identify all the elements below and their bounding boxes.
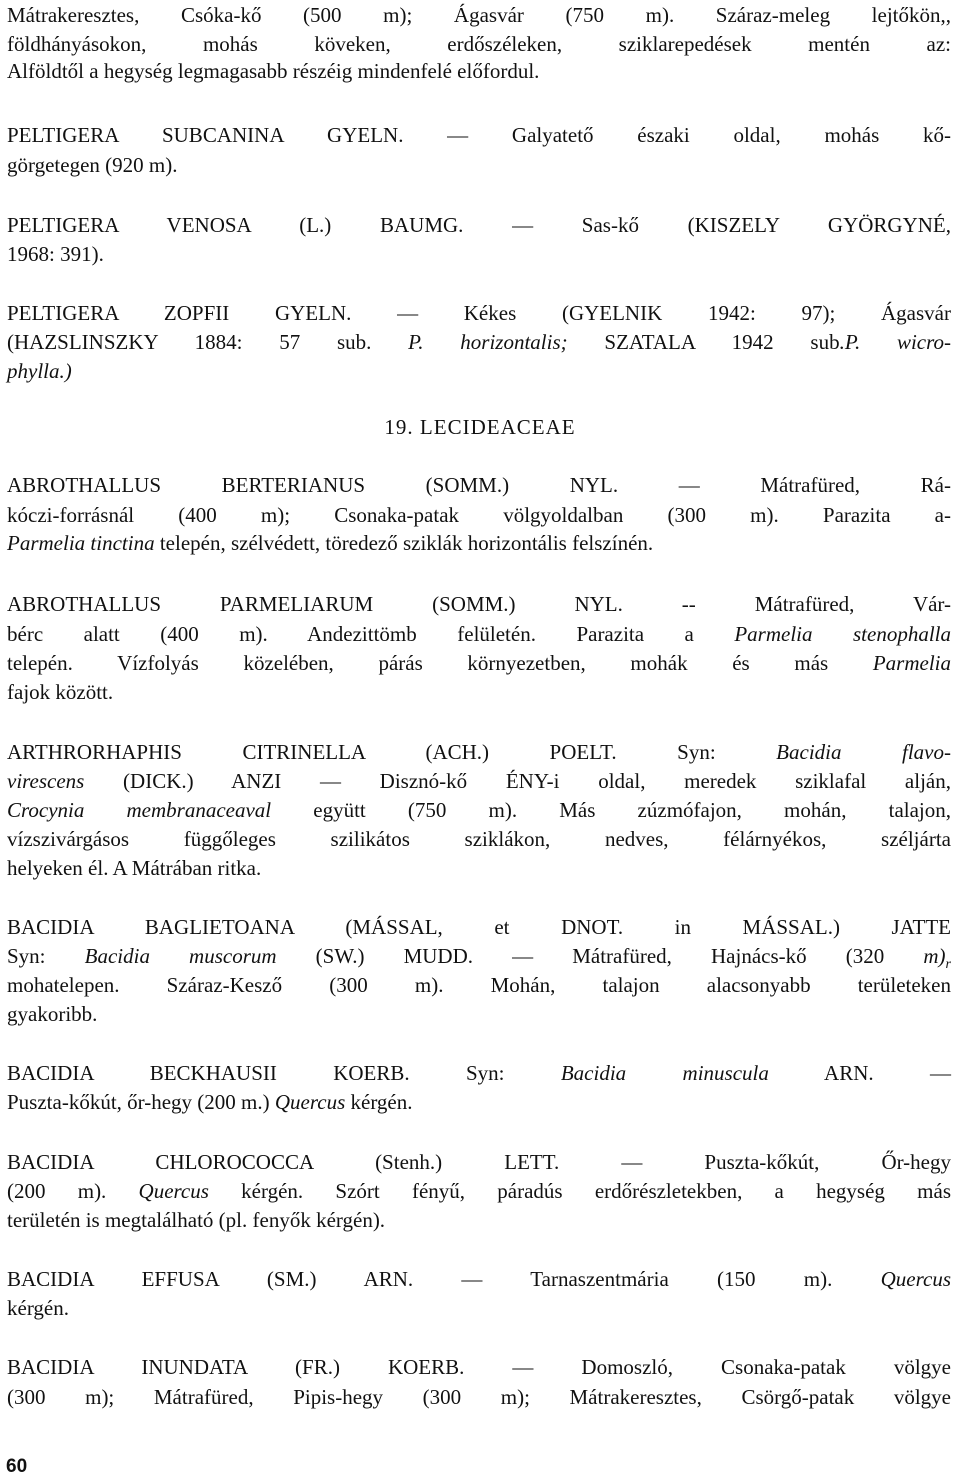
text-line [7, 298, 951, 328]
italic-text: Bacidia minuscula [560, 1061, 769, 1085]
text-segment: Syn: [7, 944, 85, 968]
text-segment: BACIDIA BECKHAUSII KOERB. Syn: [7, 1061, 561, 1085]
text-segment: SZATALA 1942 sub [567, 330, 840, 354]
text-line [7, 1176, 951, 1206]
italic-text: Parmelia tinctina [7, 531, 155, 555]
text-segment: BACIDIA CHLOROCOCCA (Stenh.) LETT. — Puszta-kőkút, Őr-hegy [7, 1150, 951, 1174]
italic-text: Parmelia stenophalla [734, 622, 951, 646]
text-segment: PELTIGERA SUBCANINA GYELN. — Galyatető északi oldal, mohás kő- [7, 123, 951, 147]
text-segment: gyakoribb. [7, 1002, 98, 1026]
text-segment: (300 m); Mátrafüred, Pipis-hegy (300 m); Mátrakeresztes, Csörgő-patak völgye [7, 1385, 951, 1409]
text-segment: kérgén. [7, 1296, 70, 1320]
text-line [7, 795, 951, 825]
text-line [7, 619, 951, 649]
text-line [7, 999, 951, 1029]
text-segment: (HAZSLINSZKY 1884: 57 sub. [7, 330, 409, 354]
text-segment: PELTIGERA ZOPFII GYELN. — Kékes (GYELNIK 1942: 97); Ágasvár [7, 301, 951, 325]
text-segment: fajok között. [7, 680, 114, 704]
italic-text: r [945, 957, 951, 973]
text-segment: BACIDIA BAGLIETOANA (MÁSSAL, et DNOT. in MÁSSAL.) JATTE [7, 915, 951, 939]
text-line [7, 1147, 951, 1177]
italic-text: P. horizontalis; [408, 330, 568, 354]
italic-text: Quercus [274, 1090, 346, 1114]
text-segment: PELTIGERA VENOSA (L.) BAUMG. — Sas-kő (KISZELY GYÖRGYNÉ, [7, 213, 951, 237]
text-line [7, 1293, 951, 1323]
text-line [7, 1058, 951, 1088]
italic-text: Quercus [880, 1267, 951, 1291]
text-segment: Mátrakeresztes, Csóka-kő (500 m); Ágasvár (750 m). Száraz-meleg lejtőkön,, [7, 3, 951, 27]
text-segment: (SW.) MUDD. — Mátrafüred, Hajnács-kő (320 [276, 944, 924, 968]
italic-text: phylla.) [7, 359, 72, 383]
text-segment: (200 m). [7, 1179, 139, 1203]
text-line [7, 1382, 951, 1412]
text-segment: BACIDIA EFFUSA (SM.) ARN. — Tarnaszentmária (150 m). [7, 1267, 881, 1291]
text-segment: bérc alatt (400 m). Andezittömb felületén. Parazita a [7, 622, 735, 646]
text-segment: vízszivárgásos függőleges szilikátos sziklákon, nedves, félárnyékos, széljárta [7, 827, 951, 851]
text-line [7, 356, 951, 386]
text-segment: görgetegen (920 m). [7, 153, 178, 177]
text-line [7, 853, 951, 883]
text-segment: telepén, szélvédett, töredező sziklák horizontális felszínén. [154, 531, 654, 555]
italic-text: Crocynia membranaceaval [7, 798, 272, 822]
italic-text: Quercus [138, 1179, 209, 1203]
text-line [7, 56, 951, 86]
text-line [7, 766, 951, 796]
text-line [7, 150, 951, 180]
text-line [7, 1352, 951, 1382]
italic-text: virescens [7, 769, 85, 793]
text-line [7, 824, 951, 854]
text-segment: mohatelepen. Száraz-Kesző (300 m). Mohán, talajon alacsonyabb területeken [7, 973, 951, 997]
text-segment: BACIDIA INUNDATA (FR.) KOERB. — Domoszló, Csonaka-patak völgye [7, 1355, 951, 1379]
text-segment: ARN. — [768, 1061, 951, 1085]
text-line [7, 120, 951, 150]
text-line [7, 528, 951, 558]
text-line [7, 941, 951, 971]
text-line [7, 0, 951, 30]
text-line [7, 1205, 951, 1235]
text-segment: telepén. Vízfolyás közelében, párás környezetben, mohák és más [7, 651, 873, 675]
italic-text: Bacidia muscorum [84, 944, 277, 968]
text-line [7, 589, 951, 619]
text-line [7, 970, 951, 1000]
text-line [7, 500, 951, 530]
text-line [7, 677, 951, 707]
text-segment: helyeken él. A Mátrában ritka. [7, 856, 262, 880]
text-segment: földhányásokon, mohás köveken, erdőszéleken, sziklarepedések mentén az: [7, 32, 951, 56]
text-line [7, 912, 951, 942]
text-line [7, 1087, 951, 1117]
text-segment: kérgén. [345, 1090, 413, 1114]
text-segment: 1968: 391). [7, 242, 104, 266]
text-line [7, 1264, 951, 1294]
text-line [7, 327, 951, 357]
page-number: 60 [6, 1456, 28, 1477]
italic-text: .P. wicro- [839, 330, 952, 354]
text-line [7, 210, 951, 240]
text-segment: kóczi-forrásnál (400 m); Csonaka-patak völgyoldalban (300 m). Parazita a- [7, 503, 951, 527]
text-line [7, 239, 951, 269]
text-segment: Alföldtől a hegység legmagasabb részéig mindenfelé előfordul. [7, 59, 540, 83]
text-segment: ABROTHALLUS BERTERIANUS (SOMM.) NYL. — Mátrafüred, Rá- [7, 473, 951, 497]
text-segment: Puszta-kőkút, őr-hegy (200 m.) [7, 1090, 275, 1114]
italic-text: Parmelia [872, 651, 951, 675]
italic-text: Bacidia flavo- [776, 740, 951, 764]
text-segment: együtt (750 m). Más zúzmófajon, mohán, talajon, [271, 798, 951, 822]
text-line [7, 648, 951, 678]
text-segment: ABROTHALLUS PARMELIARUM (SOMM.) NYL. -- Mátrafüred, Vár- [7, 592, 951, 616]
text-line [7, 29, 951, 59]
text-line [7, 470, 951, 500]
text-segment: ARTHRORHAPHIS CITRINELLA (ACH.) POELT. Syn: [7, 740, 777, 764]
italic-text: m) [923, 944, 946, 968]
section-heading: 19. LECIDEACEAE [384, 415, 576, 439]
text-line [7, 737, 951, 767]
text-segment: kérgén. Szórt fényű, páradús erdőrészletekben, a hegység más [208, 1179, 951, 1203]
text-segment: (DICK.) ANZI — Disznó-kő ÉNY-i oldal, meredek sziklafal alján, [84, 769, 951, 793]
text-segment: területén is megtalálható (pl. fenyők kérgén). [7, 1208, 386, 1232]
